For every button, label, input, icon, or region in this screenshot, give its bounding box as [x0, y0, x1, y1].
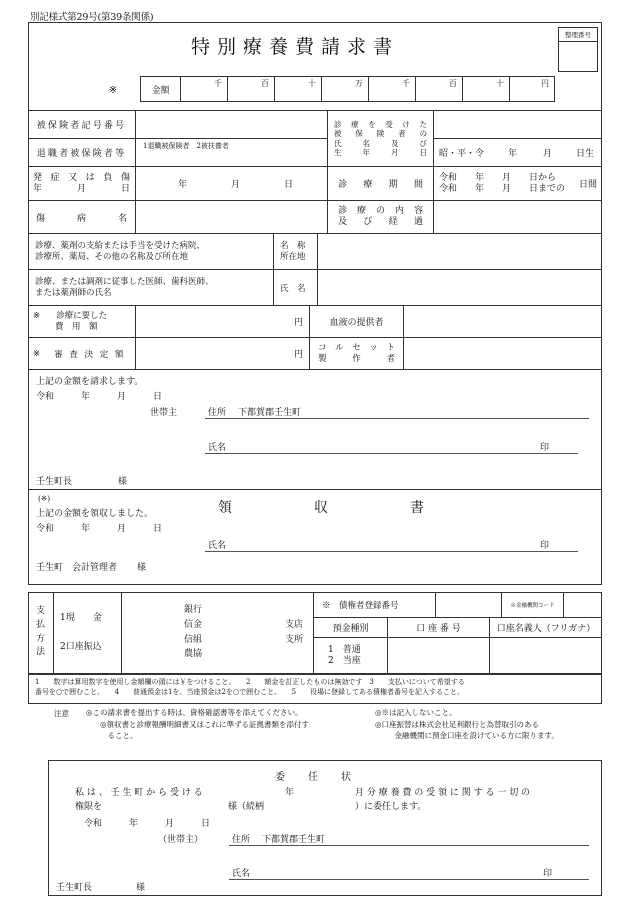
- amount-digit-cell-7[interactable]: 円: [541, 79, 549, 88]
- amount-table: [140, 76, 555, 102]
- practitioner-label-line-1: または薬剤師の氏名: [35, 287, 112, 298]
- facility-label-line-0: 診療、薬剤の支給または手当を受けた病院、: [35, 241, 206, 252]
- bank-type-row-2[interactable]: [122, 633, 303, 648]
- disease-label: 傷 病 名: [28, 200, 136, 234]
- payment-option-cash[interactable]: 1現 金: [60, 612, 102, 623]
- patient-label-line-3: 生 年 月 日: [334, 147, 427, 157]
- patient-name-value[interactable]: [434, 110, 602, 138]
- proxy-name-label: 氏名: [232, 869, 251, 879]
- onset-label: [28, 166, 136, 200]
- claim-address-prefix: 下都賀郡壬生町: [238, 408, 302, 418]
- cost-label: [28, 306, 136, 338]
- claim-address-label: 住所: [208, 408, 227, 418]
- notice-left-1: ◎領収書と診療報酬明細書又はこれに準ずる証拠書類を添付す: [100, 719, 310, 729]
- patient-info-label: [328, 110, 434, 166]
- birthdate-row[interactable]: [434, 138, 602, 166]
- decision-yen-label: 円: [293, 350, 303, 360]
- payment-method-char-3: 法: [35, 647, 45, 658]
- account-holder-value[interactable]: [490, 638, 602, 673]
- amount-digit-cell-1[interactable]: 百: [228, 77, 275, 101]
- patient-label-line-1: 被 保 険 者 の: [334, 129, 427, 139]
- treatment-period-from: 令和 年 月 日から: [439, 172, 557, 183]
- claim-name-label: 氏名: [208, 443, 227, 453]
- receipt-addressee: 壬生町 会計管理者: [36, 563, 118, 573]
- bank-type-2[interactable]: 信組: [184, 634, 203, 645]
- birth-month-label: 月: [543, 149, 553, 159]
- amount-label: 金額: [141, 77, 181, 101]
- instructions-box: [28, 674, 602, 704]
- receipt-seal-label: 印: [540, 541, 550, 551]
- insured-number-value[interactable]: [136, 110, 328, 138]
- receipt-divider: [28, 489, 602, 490]
- facility-name-label: 名 称: [280, 241, 306, 252]
- proxy-addressee: 壬生町長: [56, 883, 93, 893]
- notice-left-2: ること。: [100, 731, 138, 741]
- notice-right-column: [375, 707, 605, 742]
- proxy-line2-honorific[interactable]: 様（続柄: [228, 802, 265, 812]
- cost-yen-label: 円: [293, 318, 303, 328]
- facility-address-label: 所在地: [280, 251, 306, 262]
- blood-donor-label: 血液の提供者: [310, 306, 404, 338]
- proxy-householder-label: （世帯主）: [158, 835, 204, 845]
- proxy-seal-label: 印: [543, 869, 553, 879]
- claim-statement: 上記の金額を請求します。: [36, 377, 144, 387]
- retiree-label: 退職者被保険者等: [28, 138, 136, 166]
- practitioner-label: [28, 270, 274, 306]
- control-number-value[interactable]: [559, 42, 597, 71]
- facility-label: [28, 234, 274, 270]
- amount-digit-cell-4[interactable]: 千: [369, 77, 416, 101]
- proxy-address-prefix: 下都賀郡壬生町: [262, 835, 326, 845]
- amount-digit-cell-2[interactable]: 十: [275, 77, 322, 101]
- onset-label-line-0: 発 症 又 は 負 傷: [33, 172, 130, 183]
- deposit-type-label: 預金種別: [314, 618, 388, 638]
- payment-method-char-2: 方: [35, 633, 45, 644]
- receipt-addressee-honorific: 様: [137, 563, 147, 573]
- decision-label: ※ 審 査 決 定 額: [28, 338, 136, 370]
- payment-method-label: [28, 592, 54, 673]
- bank-type-row-3[interactable]: [122, 647, 303, 662]
- corset-maker-label: [310, 338, 404, 370]
- control-number-label: 整理番号: [559, 28, 597, 42]
- receipt-name-line[interactable]: [205, 551, 578, 552]
- payment-method-char-0: 支: [35, 605, 45, 616]
- treatment-period-to: 令和 年 月 日までの: [439, 183, 566, 194]
- birth-day-label: 日生: [576, 149, 595, 159]
- bank-type-row-0[interactable]: [122, 603, 303, 618]
- claim-name-line[interactable]: [205, 453, 578, 454]
- proxy-date-line[interactable]: 令和 年 月 日: [84, 819, 211, 829]
- receipt-date-line[interactable]: 令和 年 月 日: [36, 524, 163, 534]
- practitioner-name-value[interactable]: [318, 270, 602, 306]
- treatment-detail-value[interactable]: [434, 200, 602, 234]
- decision-value[interactable]: [136, 338, 310, 370]
- onset-day-label: 日: [284, 180, 294, 190]
- proxy-heading: 委 任 状: [275, 772, 352, 783]
- treatment-period-value[interactable]: [434, 166, 602, 200]
- amount-digit-cell-5[interactable]: 百: [416, 77, 463, 101]
- cost-value[interactable]: [136, 306, 310, 338]
- control-number-box[interactable]: [558, 27, 598, 72]
- practitioner-label-line-0: 診療、または調剤に従事した医師、歯科医師、: [35, 277, 214, 288]
- disease-value[interactable]: [136, 200, 328, 234]
- receipt-statement: 上記の金額を領収しました。: [36, 509, 154, 519]
- treatment-detail-label: [328, 200, 434, 234]
- page-title: 特別療養費請求書: [190, 36, 399, 58]
- era-options: 昭・平・令: [439, 149, 485, 159]
- receipt-name-label: 氏名: [208, 541, 227, 551]
- bank-type-0[interactable]: 銀行: [184, 605, 203, 616]
- patient-label-line-2: 氏 名 及 び: [334, 138, 427, 148]
- proxy-line2-a: 権限を: [75, 802, 103, 812]
- notice-label: 注意: [54, 709, 69, 718]
- proxy-address-label: 住所: [232, 835, 251, 845]
- facility-label-line-1: 診療所、薬局、その他の名称及び所在地: [35, 251, 189, 262]
- deposit-type-options[interactable]: [314, 638, 388, 673]
- instructions-line-1: 1 数字は算用数字を使用し金額欄の頭には￥をつけること。 2 額金を訂正したものは無効です 3 支払いについて希望する: [35, 678, 465, 686]
- amount-digit-cell-3[interactable]: 万: [322, 77, 369, 101]
- cost-label-line-1: 費 用 額: [55, 321, 98, 332]
- account-number-value[interactable]: [388, 638, 490, 673]
- claim-address-line[interactable]: [205, 418, 589, 419]
- insured-number-label: 被保険者記号番号: [28, 110, 136, 138]
- birth-year-label: 年: [508, 149, 518, 159]
- deposit-option-futsuu[interactable]: 1 普通: [328, 644, 361, 655]
- facility-sublabels: [274, 234, 318, 270]
- receipt-heading: 領 収 書: [218, 500, 426, 516]
- cost-label-line-0: 診療に要した: [56, 311, 108, 322]
- cost-mark: ※: [33, 311, 41, 322]
- bank-type-cell[interactable]: [122, 592, 314, 673]
- bank-type-1[interactable]: 信金: [184, 619, 203, 630]
- branch-label-0: 支店: [284, 619, 303, 630]
- branch-label-1: 支所: [284, 634, 303, 645]
- corset-label-line-1: 製 作 者: [318, 353, 395, 364]
- payment-options[interactable]: [54, 592, 122, 673]
- notice-right-0: ◎※は記入しないこと。: [375, 708, 457, 717]
- onset-year-label: 年: [178, 180, 188, 190]
- retiree-options[interactable]: 1退職被保険者 2被扶養者: [136, 138, 328, 166]
- amount-mark: ※: [108, 84, 118, 96]
- claim-date-line[interactable]: 令和 年 月 日: [36, 392, 163, 402]
- proxy-line2-b: ）に委任します。: [355, 802, 427, 812]
- patient-label-line-0: 診 療 を 受 け た: [334, 120, 427, 130]
- decision-mark: ※: [33, 348, 41, 359]
- blood-donor-value[interactable]: [404, 306, 602, 338]
- form-number: 別記様式第29号(第39条関係): [30, 12, 154, 23]
- amount-digit-cell-0[interactable]: 千: [181, 77, 228, 101]
- payment-method-char-1: 払: [35, 619, 45, 630]
- onset-month-label: 月: [231, 180, 241, 190]
- proxy-line1-year[interactable]: 年: [285, 788, 295, 798]
- deposit-option-touza[interactable]: 2 当座: [328, 655, 361, 666]
- proxy-line1-b: 月 分 療 養 費 の 受 領 に 関 す る 一 切 の: [355, 788, 531, 798]
- proxy-address-line[interactable]: [229, 845, 589, 846]
- proxy-line1-a: 私 は 、 壬 生 町 か ら 受 け る: [75, 788, 203, 798]
- corset-maker-value[interactable]: [404, 338, 602, 370]
- creditor-number-value[interactable]: [436, 592, 502, 618]
- amount-digit-cell-6[interactable]: 十: [463, 77, 510, 101]
- corset-label-line-0: コ ル セ ッ ト: [318, 343, 395, 354]
- claim-addressee-honorific: 様: [118, 477, 128, 487]
- bank-type-row-1[interactable]: [122, 618, 303, 633]
- facility-values[interactable]: [318, 234, 602, 270]
- payment-option-transfer[interactable]: 2口座振込: [60, 641, 102, 652]
- treatment-detail-label-line-0: 診 療 の 内 容: [338, 206, 423, 217]
- bank-type-3[interactable]: 農協: [184, 649, 203, 660]
- instructions-line-2: 番号を○で囲むこと。 4 普通預金は1を、当座預金は2を○で囲むこと。 5 役場に登録してある債権者番号を記入すること。: [35, 688, 465, 697]
- notice-left-column: [86, 707, 356, 742]
- onset-date-value[interactable]: [136, 166, 328, 200]
- treatment-period-label: 診 療 期 間: [328, 166, 434, 200]
- receipt-mark: (※): [38, 494, 51, 503]
- claim-seal-label: 印: [540, 443, 550, 453]
- account-holder-label: 口座名義人（フリガナ）: [490, 618, 602, 638]
- claim-householder-label: 世帯主: [150, 408, 178, 418]
- proxy-name-line[interactable]: [229, 879, 589, 880]
- notice-right-1: ◎口座振替は株式会社足利銀行と為替取引のある: [375, 719, 540, 729]
- claim-addressee: 壬生町長: [36, 477, 73, 487]
- account-number-label: 口 座 番 号: [388, 618, 490, 638]
- proxy-addressee-honorific: 様: [136, 883, 146, 893]
- notice-right-2: 金融機関に預金口座を設けている方に限ります。: [387, 731, 559, 741]
- creditor-number-label: ※ 債権者登録番号: [314, 592, 436, 618]
- notice-left-0: ◎この請求書を提出する時は、資格確認書等を添えてください。: [86, 708, 303, 717]
- bank-code-value[interactable]: [564, 592, 602, 618]
- practitioner-name-label: 氏 名: [274, 270, 318, 306]
- treatment-detail-label-line-1: 及 び 経 過: [338, 217, 423, 227]
- bank-code-label: ※金融機関コード: [502, 592, 564, 618]
- onset-label-line-1: 年 月 日: [33, 183, 130, 194]
- treatment-period-days-label: 日間: [578, 180, 597, 190]
